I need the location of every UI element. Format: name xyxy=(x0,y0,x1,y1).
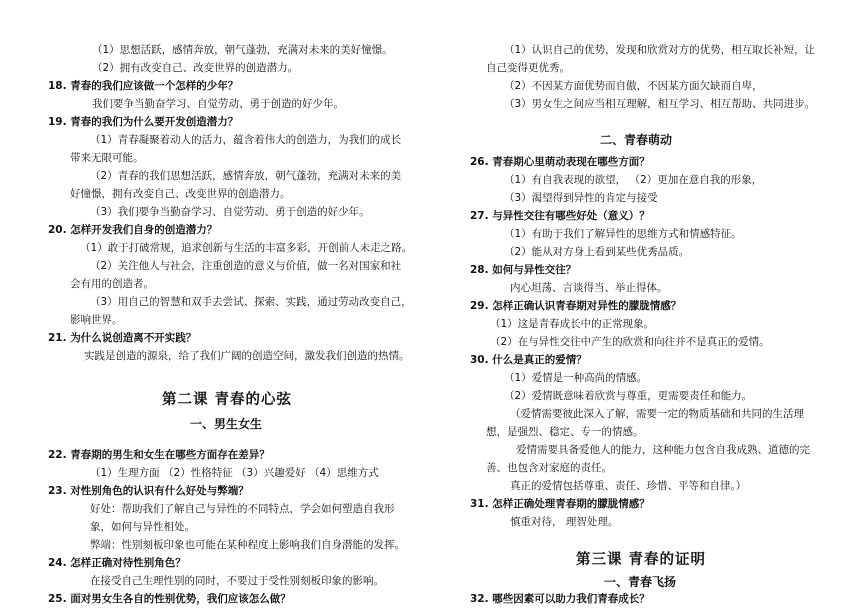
q29-line-2: （2）在与异性交往中产生的欣赏和向往并不是真正的爱情。 xyxy=(490,336,770,348)
q26-line-1: （1）有自我表现的欲望， （2）更加在意自我的形象， xyxy=(504,174,763,186)
right-column xyxy=(470,0,826,609)
q24-question: 24. 怎样正确对待性别角色？ xyxy=(48,557,186,569)
q25-item-4: （3）男女生之间应当相互理解，相互学习、相互帮助、共同进步。 xyxy=(504,98,816,110)
q19-line-1: （1）青春凝聚着动人的活力，蕴含着伟大的创造力，为我们的成长 xyxy=(90,134,402,146)
q31-question: 31. 怎样正确处理青春期的朦胧情感？ xyxy=(470,498,650,510)
q19-line-4: 好憧憬，拥有改变自己、改变世界的创造潜力。 xyxy=(70,188,291,200)
q29-question: 29. 怎样正确认识青春期对异性的朦胧情感？ xyxy=(470,300,682,312)
section1-title: 一、男生女生 xyxy=(190,417,263,431)
q22-answer: （1）生理方面 （2）性格特征 （3）兴趣爱好 （4）思维方式 xyxy=(90,467,379,479)
q28-answer: 内心坦荡、言谈得当、举止得体。 xyxy=(510,282,668,294)
q30-line-4: 想，是强烈、稳定、专一的情感。 xyxy=(486,426,644,438)
q30-line-3: （爱情需要彼此深入了解，需要一定的物质基础和共同的生活理 xyxy=(510,408,804,420)
q29-line-1: （1）这是青春成长中的正常现象。 xyxy=(490,318,655,330)
q17-item-1: （1）思想活跃，感情奔放，朝气蓬勃，充满对未来的美好憧憬。 xyxy=(92,44,393,56)
q26-question: 26. 青春期心里萌动表现在哪些方面？ xyxy=(470,156,650,168)
q19-line-5: （3）我们要争当勤奋学习、自觉劳动、勇于创造的好少年。 xyxy=(90,206,370,218)
q23-question: 23. 对性别角色的认识有什么好处与弊端？ xyxy=(48,485,249,497)
q27-line-2: （2）能从对方身上看到某些优秀品质。 xyxy=(504,246,690,258)
section2-title: 二、青春萌动 xyxy=(600,133,673,147)
q20-line-5: 影响世界。 xyxy=(70,314,123,326)
q25-item-2: 自己变得更优秀。 xyxy=(486,62,570,74)
q25-question: 25. 面对男女生各自的性别优势，我们应该怎么做？ xyxy=(48,593,291,605)
q20-line-1: （1）敢于打破常规，追求创新与生活的丰富多彩，开创前人未走之路。 xyxy=(80,242,413,254)
q30-line-5: 爱情需要具备爱他人的能力，这种能力包含自我成熟、道德的完 xyxy=(516,444,810,456)
lesson3-title: 第三课 青春的证明 xyxy=(576,552,707,568)
q26-line-2: （3）渴望得到异性的肯定与接受 xyxy=(504,192,658,204)
q20-line-4: （3）用自己的智慧和双手去尝试、探索、实践，通过劳动改变自己， xyxy=(90,296,412,308)
lesson2-title: 第二课 青春的心弦 xyxy=(162,392,293,408)
q20-question: 20. 怎样开发我们自身的创造潜力？ xyxy=(48,224,218,236)
q27-line-1: （1）有助于我们了解异性的思维方式和情感特征。 xyxy=(504,228,742,240)
q25-item-1: （1）认识自己的优势，发现和欣赏对方的优势，相互取长补短，让 xyxy=(504,44,816,56)
q19-line-2: 带来无限可能。 xyxy=(70,152,144,164)
q31-answer: 慎重对待， 理智处理。 xyxy=(510,516,619,528)
q30-line-7: 真正的爱情包括尊重、责任、珍惜、平等和自律。） xyxy=(510,480,747,492)
q21-answer: 实践是创造的源泉，给了我们广阔的创造空间，激发我们创造的热情。 xyxy=(84,350,410,362)
q18-question: 18. 青春的我们应该做一个怎样的少年？ xyxy=(48,80,239,92)
q30-question: 30. 什么是真正的爱情？ xyxy=(470,354,587,366)
q23-line-2: 象，如何与异性相处。 xyxy=(90,521,195,533)
q20-line-2: （2）关注他人与社会，注重创造的意义与价值，做一名对国家和社 xyxy=(90,260,402,272)
q22-question: 22. 青春期的男生和女生在哪些方面存在差异？ xyxy=(48,449,270,461)
q21-question: 21. 为什么说创造离不开实践？ xyxy=(48,332,197,344)
q25-item-3: （2）不因某方面优势而自傲，不因某方面欠缺而自卑， xyxy=(504,80,763,92)
q23-line-1: 好处：帮助我们了解自己与异性的不同特点，学会如何塑造自我形 xyxy=(90,503,395,515)
q23-line-3: 弊端：性别刻板印象也可能在某种程度上影响我们自身潜能的发挥。 xyxy=(90,539,405,551)
q19-line-3: （2）青春的我们思想活跃，感情奔放，朝气蓬勃，充满对未来的美 xyxy=(90,170,402,182)
q20-line-3: 会有用的创造者。 xyxy=(70,278,154,290)
left-column xyxy=(48,0,420,609)
q18-answer: 我们要争当勤奋学习、自觉劳动、勇于创造的好少年。 xyxy=(92,98,344,110)
q30-line-2: （2）爱情既意味着欣赏与尊重，更需要责任和能力。 xyxy=(504,390,753,402)
q27-question: 27. 与异性交往有哪些好处（意义）？ xyxy=(470,210,650,222)
q28-question: 28. 如何与异性交往？ xyxy=(470,264,577,276)
q30-line-6: 善、也包含对家庭的责任。 xyxy=(486,462,612,474)
q24-answer: 在接受自己生理性别的同时，不要过于受性别刻板印象的影响。 xyxy=(90,575,384,587)
q32-question: 32. 哪些因素可以助力我们青春成长？ xyxy=(470,593,650,605)
section3-title: 一、青春飞扬 xyxy=(604,575,677,589)
q17-item-2: （2）拥有改变自己、改变世界的创造潜力。 xyxy=(92,62,299,74)
q19-question: 19. 青春的我们为什么要开发创造潜力？ xyxy=(48,116,239,128)
q30-line-1: （1）爱情是一种高尚的情感。 xyxy=(504,372,648,384)
